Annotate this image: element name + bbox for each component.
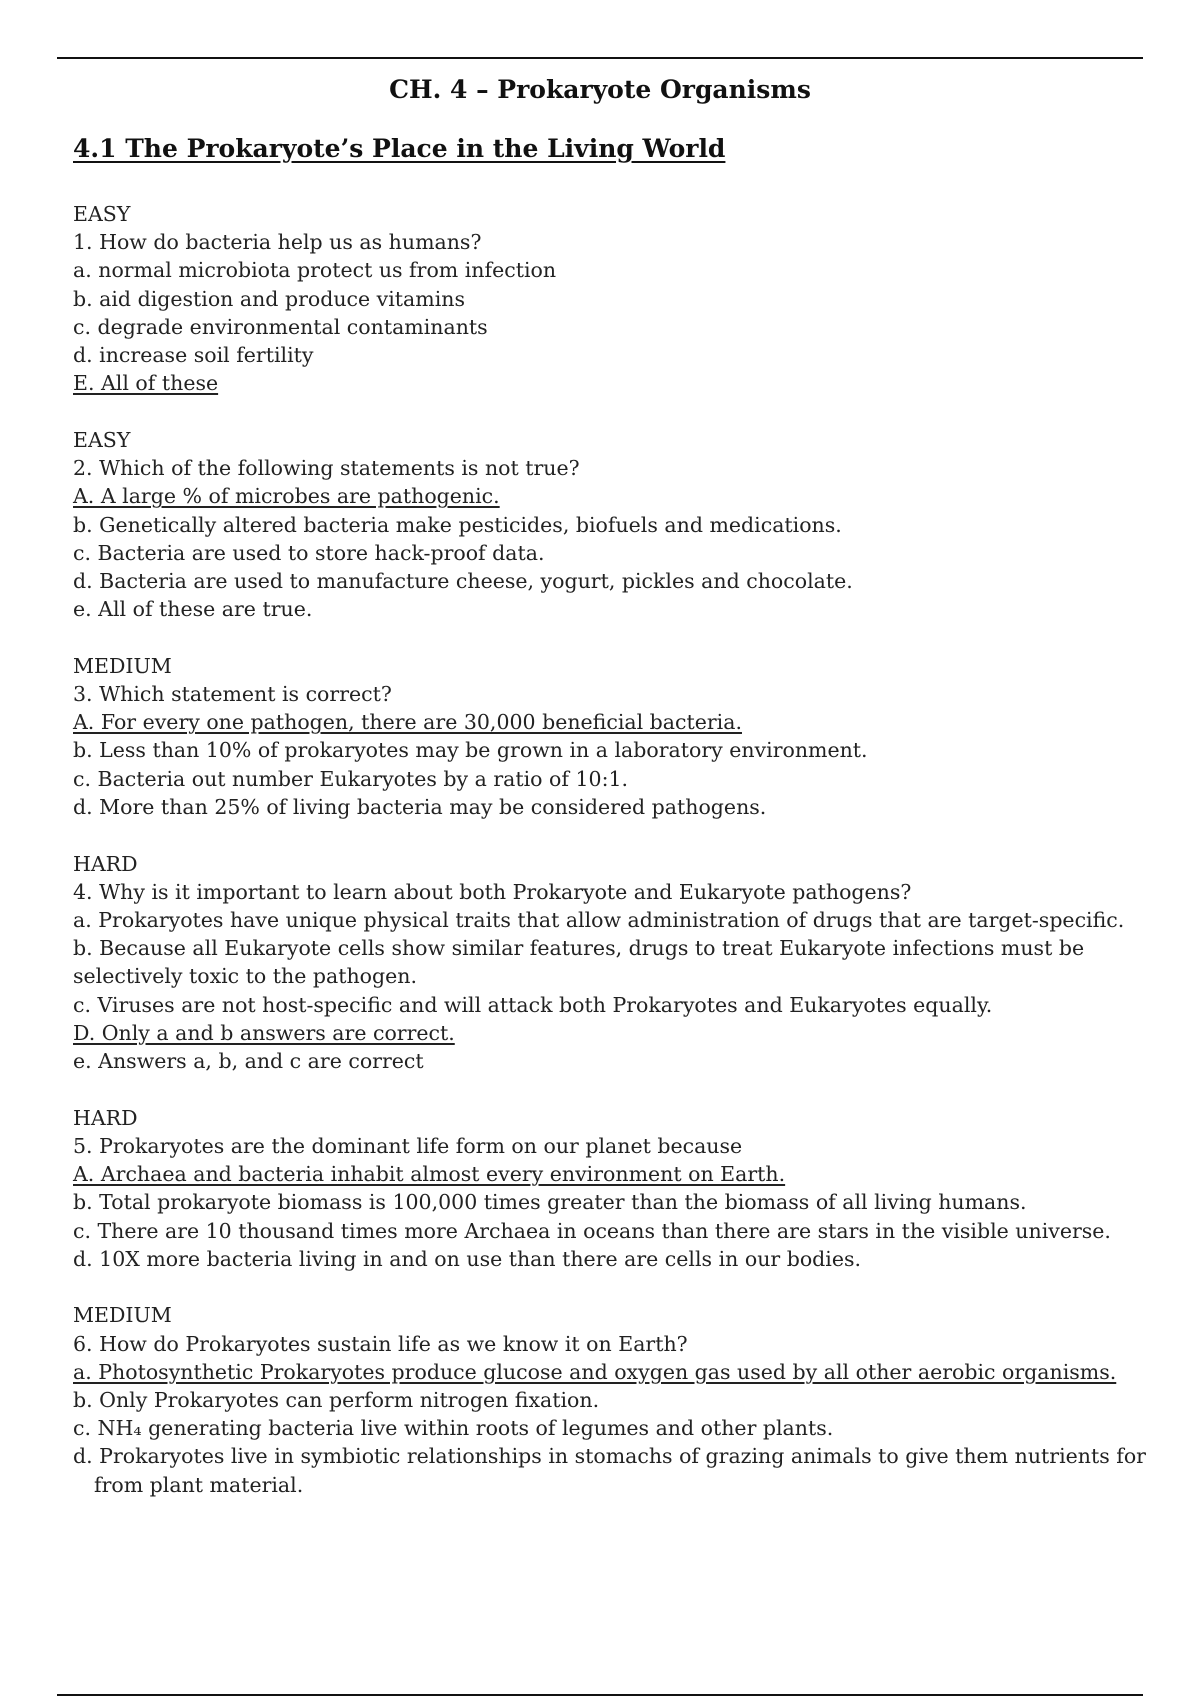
- question-6: [73, 1301, 1153, 1498]
- answer-option: c. degrade environmental contaminants: [73, 314, 488, 339]
- question-stem: 2. Which of the following statements is not true?: [73, 456, 580, 481]
- question-stem: 4. Why is it important to learn about both Prokaryote and Eukaryote pathogens?: [73, 879, 912, 904]
- answer-option: d. 10X more bacteria living in and on use than there are cells in our bodies.: [73, 1246, 862, 1271]
- answer-option: d. Prokaryotes live in symbiotic relationships in stomachs of grazing animals to give them nutrients for from plant material.: [73, 1444, 1146, 1497]
- difficulty-label: EASY: [73, 202, 131, 226]
- answer-option: b. Only Prokaryotes can perform nitrogen fixation.: [73, 1388, 600, 1413]
- question-3: [73, 652, 1153, 821]
- correct-answer-option: E. All of these: [73, 371, 219, 396]
- answer-option: d. More than 25% of living bacteria may be considered pathogens.: [73, 794, 767, 819]
- question-4: [73, 850, 1153, 1076]
- question-stem: 5. Prokaryotes are the dominant life form on our planet because: [73, 1133, 743, 1158]
- difficulty-label: HARD: [73, 1105, 138, 1130]
- question-1: [73, 200, 1153, 397]
- answer-option: b. Less than 10% of prokaryotes may be grown in a laboratory environment.: [73, 738, 868, 763]
- answer-option: b. Total prokaryote biomass is 100,000 times greater than the biomass of all living humans.: [73, 1190, 1027, 1215]
- answer-option: e. Answers a, b, and c are correct: [73, 1048, 424, 1073]
- answer-option: d. Bacteria are used to manufacture cheese, yogurt, pickles and chocolate.: [73, 568, 853, 593]
- answer-option: a. Prokaryotes have unique physical traits that allow administration of drugs that are target-specific.: [73, 907, 1125, 932]
- difficulty-label: MEDIUM: [73, 653, 172, 678]
- answer-option: b. Genetically altered bacteria make pesticides, biofuels and medications.: [73, 512, 842, 537]
- answer-option: c. Viruses are not host-specific and will attack both Prokaryotes and Eukaryotes equally.: [73, 992, 993, 1017]
- correct-answer-option: a. Photosynthetic Prokaryotes produce glucose and oxygen gas used by all other aerobic organisms.: [73, 1359, 1117, 1384]
- question-stem: 1. How do bacteria help us as humans?: [73, 230, 482, 255]
- question-list: [73, 200, 1153, 1527]
- question-stem: 3. Which statement is correct?: [73, 682, 392, 707]
- question-5: [73, 1104, 1153, 1273]
- section-heading: 4.1 The Prokaryote’s Place in the Living World: [73, 134, 726, 163]
- answer-option: b. Because all Eukaryote cells show similar features, drugs to treat Eukaryote infections must be selectively toxic to the pathogen.: [73, 936, 1085, 989]
- answer-option: b. aid digestion and produce vitamins: [73, 286, 465, 311]
- answer-option: c. Bacteria out number Eukaryotes by a ratio of 10:1.: [73, 766, 629, 791]
- answer-option: a. normal microbiota protect us from infection: [73, 258, 557, 283]
- question-stem: 6. How do Prokaryotes sustain life as we know it on Earth?: [73, 1331, 688, 1356]
- answer-option: c. NH₄ generating bacteria live within roots of legumes and other plants.: [73, 1416, 834, 1441]
- difficulty-label: MEDIUM: [73, 1303, 172, 1328]
- answer-option: c. There are 10 thousand times more Archaea in oceans than there are stars in the visible universe.: [73, 1218, 1111, 1243]
- correct-answer-option: A. A large % of microbes are pathogenic.: [73, 484, 500, 509]
- correct-answer-option: A. For every one pathogen, there are 30,000 beneficial bacteria.: [73, 710, 742, 735]
- question-2: [73, 426, 1153, 623]
- difficulty-label: EASY: [73, 427, 131, 452]
- page-title: CH. 4 – Prokaryote Organisms: [389, 75, 811, 104]
- correct-answer-option: D. Only a and b answers are correct.: [73, 1020, 455, 1045]
- top-rule: [57, 57, 1143, 59]
- answer-option: c. Bacteria are used to store hack-proof data.: [73, 540, 545, 565]
- bottom-rule: [57, 1694, 1143, 1696]
- answer-option: d. increase soil fertility: [73, 343, 314, 368]
- correct-answer-option: A. Archaea and bacteria inhabit almost every environment on Earth.: [73, 1162, 786, 1187]
- answer-option: e. All of these are true.: [73, 597, 313, 622]
- difficulty-label: HARD: [73, 851, 138, 876]
